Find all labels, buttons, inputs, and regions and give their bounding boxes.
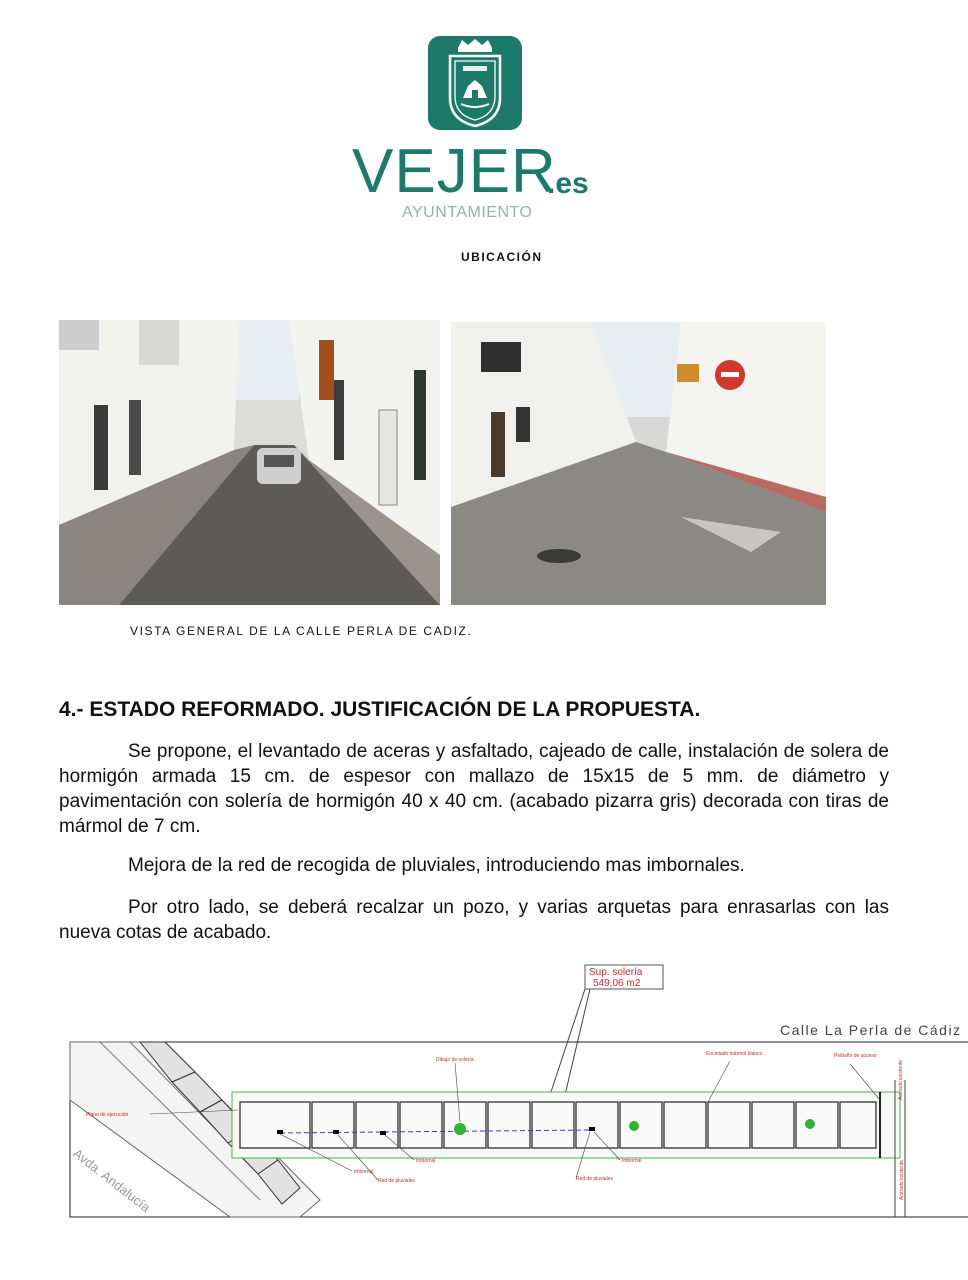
- coat-of-arms-logo: [428, 36, 522, 130]
- label-imbornal-2: Imbornal: [416, 1158, 436, 1164]
- site-plan-drawing: [0, 960, 968, 1220]
- brand-logotype: [352, 137, 612, 206]
- label-plano-izq: Plano de ejecución: [86, 1112, 129, 1118]
- coat-of-arms-icon: [428, 36, 522, 130]
- label-red-pluviales-2: Red de pluviales: [576, 1176, 613, 1182]
- section-heading: 4.- ESTADO REFORMADO. JUSTIFICACIÓN DE LA PROPUESTA.: [59, 698, 701, 721]
- avenue-label: Avda. Andalucía: [70, 1145, 154, 1216]
- photo-caption: VISTA GENERAL DE LA CALLE PERLA DE CADIZ.: [130, 624, 473, 638]
- street-label: Calle La Perla de Cádiz: [780, 1022, 962, 1038]
- brand-subtitle: AYUNTAMIENTO: [402, 204, 533, 221]
- paragraph-1: Se propone, el levantado de aceras y asfaltado, cajeado de calle, instalación de solera de hormigón armada 15 cm. de espesor con mallazo de 15x15 de 5 mm. de diámetro y pavimentación con solería de hormigón 40 x 40 cm. (acabado pizarra gris) decorada con tiras de mármol de 7 cm.: [59, 741, 889, 837]
- paragraph-2: Mejora de la red de recogida de pluviales, introduciendo mas imbornales.: [128, 855, 745, 876]
- label-despiece: Dibujo de solería: [436, 1057, 474, 1063]
- sup-label: Sup. solería: [589, 967, 643, 978]
- brand-suffix: .es: [547, 167, 589, 200]
- label-acerado-bottom: Acerado existente: [899, 1159, 905, 1200]
- label-acerado-top: Acerado existente: [898, 1059, 904, 1100]
- section-label: UBICACIÓN: [461, 250, 543, 264]
- label-imbornal-3: Imbornal: [622, 1158, 642, 1164]
- street-photo-1: [59, 320, 440, 605]
- label-peldano: Peldaño de acceso: [834, 1053, 877, 1059]
- brand-name: VEJER: [352, 137, 557, 206]
- label-red-pluviales-1: Red de pluviales: [378, 1178, 415, 1184]
- paragraph-3: Por otro lado, se deberá recalzar un pozo, y varias arquetas para enrasarlas con las nueva cotas de acabado.: [59, 897, 889, 943]
- label-imbornal-1: Imbornal: [354, 1169, 374, 1175]
- street-photo-2: [451, 322, 826, 605]
- sup-value: 549,06 m2: [593, 978, 641, 989]
- label-encintado: Encintado mármol blanco: [706, 1051, 763, 1057]
